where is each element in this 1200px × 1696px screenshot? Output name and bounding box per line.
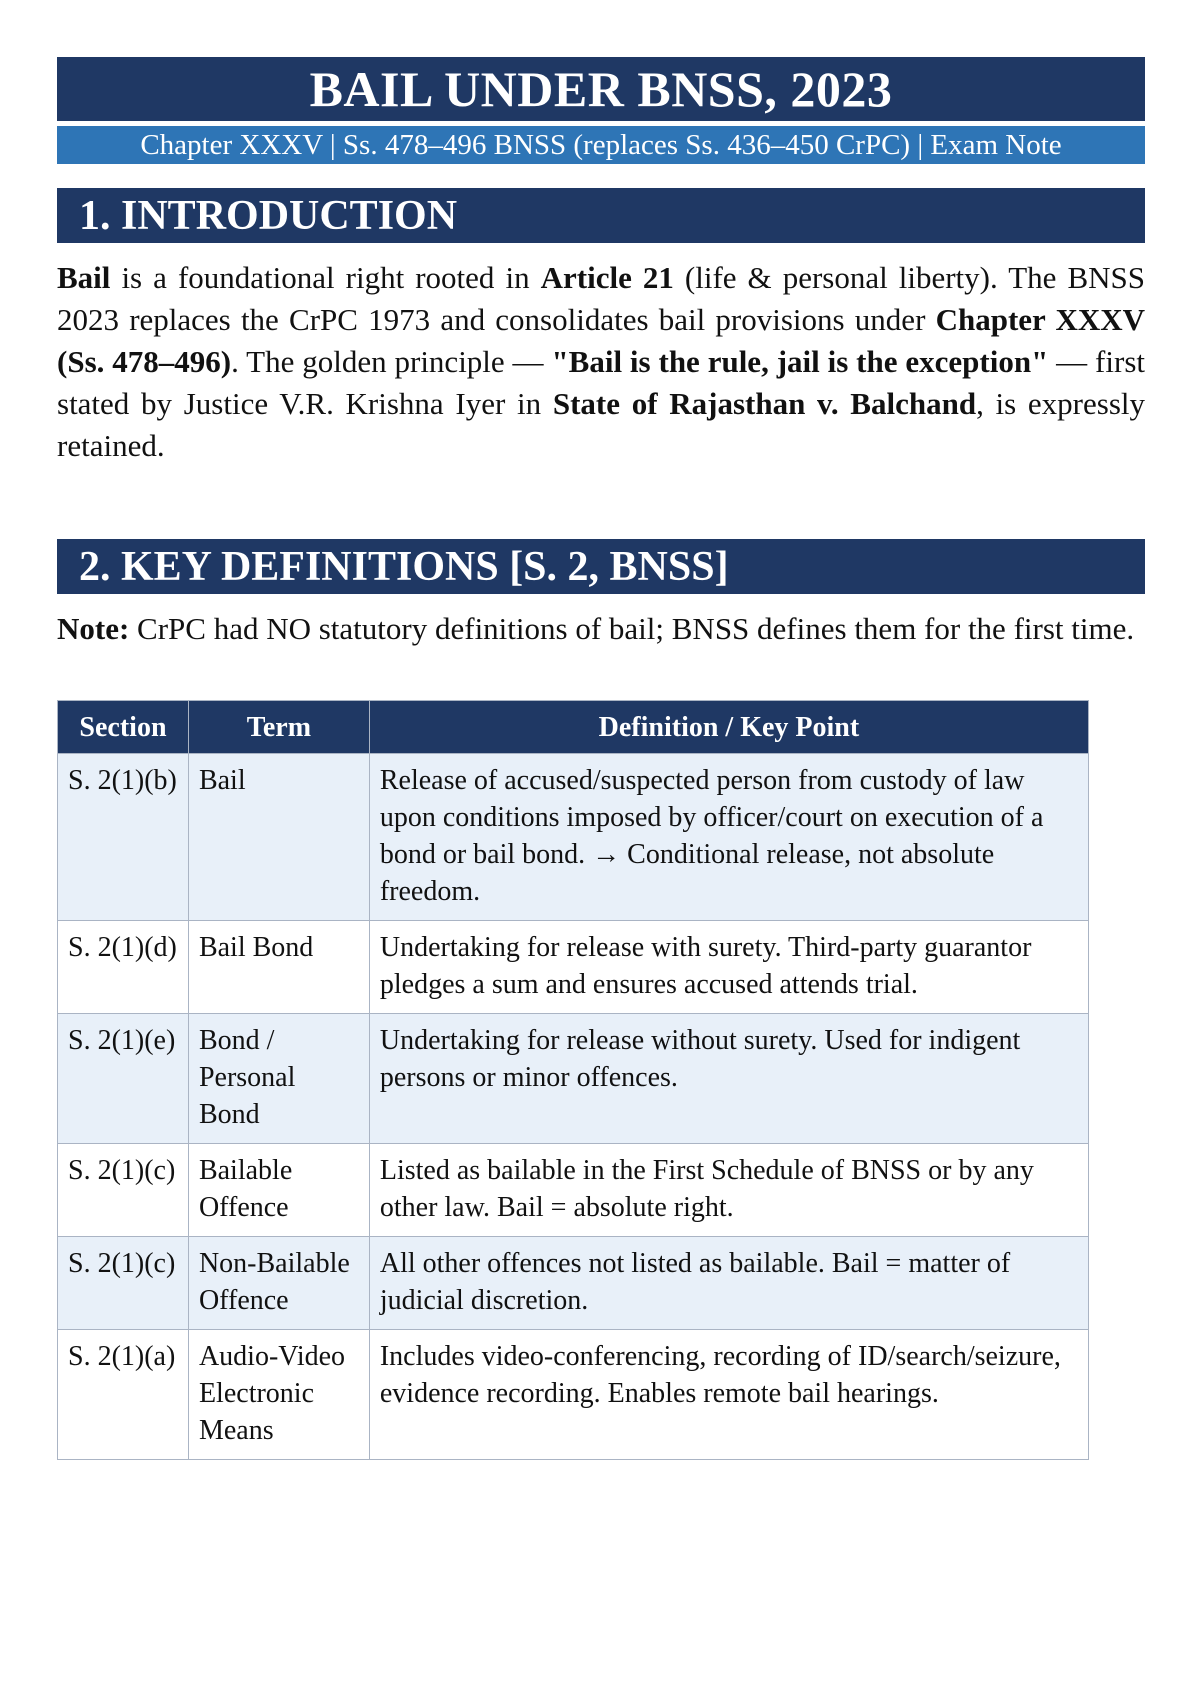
column-header-term: Term	[188, 701, 369, 754]
cell-term: Non-Bailable Offence	[188, 1237, 369, 1330]
note-text: CrPC had NO statutory definitions of bail; BNSS defines them for the first time.	[129, 611, 1135, 646]
definitions-note	[57, 608, 1145, 650]
column-header-definition: Definition / Key Point	[369, 701, 1088, 754]
section-heading-definitions: 2. KEY DEFINITIONS [S. 2, BNSS]	[57, 539, 1145, 594]
cell-section: S. 2(1)(b)	[58, 754, 189, 921]
cell-section: S. 2(1)(c)	[58, 1237, 189, 1330]
table-row	[58, 754, 1089, 921]
intro-bold-bail: Bail	[57, 260, 111, 295]
document-title: BAIL UNDER BNSS, 2023	[57, 57, 1145, 121]
intro-text: . The golden principle —	[231, 344, 552, 379]
cell-section: S. 2(1)(c)	[58, 1144, 189, 1237]
intro-text: — first stated by Justice V.R. Krishna Iyer in	[57, 344, 1145, 421]
introduction-paragraph	[57, 257, 1145, 467]
cell-definition: Listed as bailable in the First Schedule of BNSS or by any other law. Bail = absolute right.	[369, 1144, 1088, 1237]
cell-definition: Undertaking for release without surety. Used for indigent persons or minor offences.	[369, 1014, 1088, 1144]
intro-bold-chapter: Chapter XXXV (Ss. 478–496)	[57, 302, 1145, 379]
cell-definition: All other offences not listed as bailable. Bail = matter of judicial discretion.	[369, 1237, 1088, 1330]
table-row	[58, 1330, 1089, 1460]
document-subtitle: Chapter XXXV | Ss. 478–496 BNSS (replaces Ss. 436–450 CrPC) | Exam Note	[57, 126, 1145, 164]
intro-bold-principle: "Bail is the rule, jail is the exception"	[551, 344, 1049, 379]
cell-section: S. 2(1)(e)	[58, 1014, 189, 1144]
intro-text: (life & personal liberty). The BNSS 2023 replaces the CrPC 1973 and consolidates bail provisions under	[57, 260, 1145, 337]
definitions-table	[57, 700, 1089, 1460]
cell-definition: Includes video-conferencing, recording of ID/search/seizure, evidence recording. Enables remote bail hearings.	[369, 1330, 1088, 1460]
cell-term: Bail Bond	[188, 921, 369, 1014]
intro-text: , is expressly retained.	[57, 386, 1145, 463]
note-label: Note:	[57, 611, 130, 646]
cell-definition: Undertaking for release with surety. Third-party guarantor pledges a sum and ensures accused attends trial.	[369, 921, 1088, 1014]
cell-definition: Release of accused/suspected person from custody of law upon conditions imposed by officer/court on execution of a bond or bail bond. → Conditional release, not absolute freedom.	[369, 754, 1088, 921]
table-row	[58, 1144, 1089, 1237]
table-row	[58, 921, 1089, 1014]
cell-term: Audio-Video Electronic Means	[188, 1330, 369, 1460]
section-heading-introduction: 1. INTRODUCTION	[57, 188, 1145, 243]
cell-section: S. 2(1)(d)	[58, 921, 189, 1014]
document-page	[57, 57, 1145, 1460]
table-row	[58, 1014, 1089, 1144]
cell-term: Bailable Offence	[188, 1144, 369, 1237]
intro-bold-case: State of Rajasthan v. Balchand	[552, 386, 977, 421]
cell-term: Bail	[188, 754, 369, 921]
intro-bold-article: Article 21	[540, 260, 674, 295]
table-header-row	[58, 701, 1089, 754]
table-row	[58, 1237, 1089, 1330]
intro-text: is a foundational right rooted in	[110, 260, 541, 295]
cell-term: Bond / Personal Bond	[188, 1014, 369, 1144]
column-header-section: Section	[58, 701, 189, 754]
cell-section: S. 2(1)(a)	[58, 1330, 189, 1460]
